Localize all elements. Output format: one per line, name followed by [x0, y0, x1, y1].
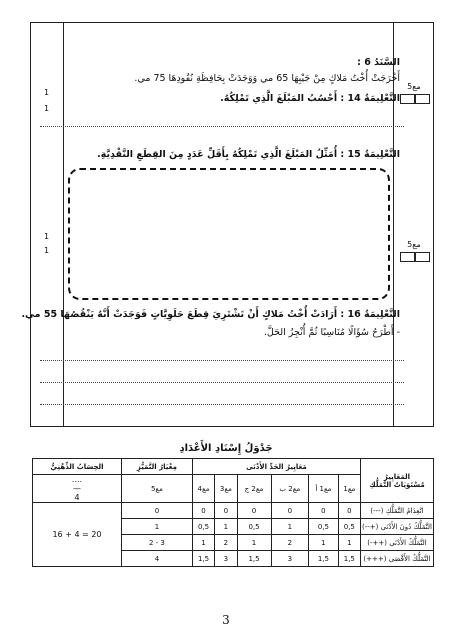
mark-1: 1 [43, 88, 50, 97]
level-label: التَّمَلُّكُ دُونَ الأَدْنَى (+--) [361, 519, 434, 535]
criterion-boxes-1[interactable] [400, 94, 430, 104]
mental-score[interactable]: .... — 4 [33, 475, 122, 503]
situation-context: أَخْرَجَتْ أُخْتُ مَلاكٍ مِنْ جَيْبِهَا 65 مي وَوَجَدَتْ بِحَافِظَةِ نُقُودِهَا 75 مي. [134, 73, 400, 84]
header-mental: الحِسَابُ الذِّهْنِيُّ [33, 459, 122, 475]
table-cell: 1 [192, 535, 214, 551]
table-cell: 0,5 [192, 519, 214, 535]
header-levels: المَعَايِيرُ مُسْتَوَيَاتُ التَّمَلُّكِ [361, 459, 434, 503]
table-cell: 1 [271, 519, 309, 535]
table-cell: 1,5 [237, 551, 271, 567]
table-cell: 3 [271, 551, 309, 567]
table-cell: 1,5 [309, 551, 339, 567]
table-cell: 1,5 [338, 551, 360, 567]
criterion-head: مع1 [338, 475, 360, 503]
answer-line-16-1[interactable] [40, 360, 404, 361]
table-cell: 0 [192, 503, 214, 519]
marks-column [31, 23, 64, 426]
criterion-head: مع5 [122, 475, 193, 503]
table-cell: 1 [237, 535, 271, 551]
instruction-15: التَّعْلِيمَةُ 15 : أُمَثِّلُ المَبْلَغَ الَّذِي تَمْلِكُهُ بِأَقَلِّ عَدَدٍ مِنَ القِطَعِ النَّقْدِيَّةِ. [97, 149, 400, 160]
table-cell: 0 [215, 503, 237, 519]
table-cell: 1 [338, 535, 360, 551]
grading-table [32, 458, 434, 567]
instruction-16: التَّعْلِيمَةُ 16 : أَرَادَتْ أُخْتُ مَلاكٍ أَنْ تَشْتَرِيَ قِطَعَ حَلَوِيَّاتٍ فَوَجَدَتْ أَنَّهُ يَنْقُصُهَا 55 مي. [21, 309, 400, 320]
criterion-boxes-2[interactable] [400, 252, 430, 262]
criterion-head: مع2 ب [271, 475, 309, 503]
criterion-label-2: مع5 [407, 240, 421, 249]
table-title: جَدْوَلُ إِسْنَادِ الأَعْدَادِ [179, 443, 273, 454]
page-number: 3 [222, 613, 230, 627]
table-cell: 1 [309, 535, 339, 551]
table-cell: 4 [122, 551, 193, 567]
table-cell: 3 - 2 [122, 535, 193, 551]
table-cell: 1 [215, 519, 237, 535]
mark-2: 1 [43, 104, 50, 113]
mark-4: 1 [43, 246, 50, 255]
answer-box-15[interactable] [68, 168, 390, 300]
instruction-16-task: - أَطْرَحُ سُؤَالًا مُنَاسِبًا ثُمَّ أُنْجِزُ الحَلَّ. [263, 327, 400, 338]
level-label: انْعِدَامُ التَّمَلُّكِ (---) [361, 503, 434, 519]
instruction-14: التَّعْلِيمَةُ 14 : أَحْسُبُ المَبْلَغَ الَّذِي تَمْلِكُهُ. [220, 93, 400, 104]
mark-3: 1 [43, 232, 50, 241]
total-score[interactable]: 20 = 4 + 16 [33, 503, 122, 567]
table-cell: 3 [215, 551, 237, 567]
table-cell: 1,5 [192, 551, 214, 567]
answer-line-16-3[interactable] [40, 404, 404, 405]
header-excellence: مِعْيَارُ التَّمَيُّزِ [122, 459, 193, 475]
criterion-head: مع2 ج [237, 475, 271, 503]
table-cell: 0 [309, 503, 339, 519]
table-cell: 0 [122, 503, 193, 519]
table-cell: 0,5 [338, 519, 360, 535]
table-cell: 0 [338, 503, 360, 519]
table-cell: 0,5 [309, 519, 339, 535]
table-cell: 0,5 [237, 519, 271, 535]
criterion-head: مع4 [192, 475, 214, 503]
criterion-label-1: مع5 [407, 82, 421, 91]
table-cell: 1 [122, 519, 193, 535]
table-cell: 2 [271, 535, 309, 551]
table-cell: 0 [237, 503, 271, 519]
table-cell: 2 [215, 535, 237, 551]
situation-title: السَّنَدُ 6 : [357, 57, 400, 68]
criterion-head: مع1 أ [309, 475, 339, 503]
header-min-criteria: مَعَايِيرُ الحَدِّ الأَدْنَى [192, 459, 360, 475]
table-cell: 0 [271, 503, 309, 519]
level-label: التَّمَلُّكُ الأَدْنَى (++-) [361, 535, 434, 551]
level-label: التَّمَلُّكُ الأَقْصَى (+++) [361, 551, 434, 567]
answer-line-16-2[interactable] [40, 382, 404, 383]
answer-line-14[interactable] [40, 126, 404, 127]
criterion-head: مع3 [215, 475, 237, 503]
